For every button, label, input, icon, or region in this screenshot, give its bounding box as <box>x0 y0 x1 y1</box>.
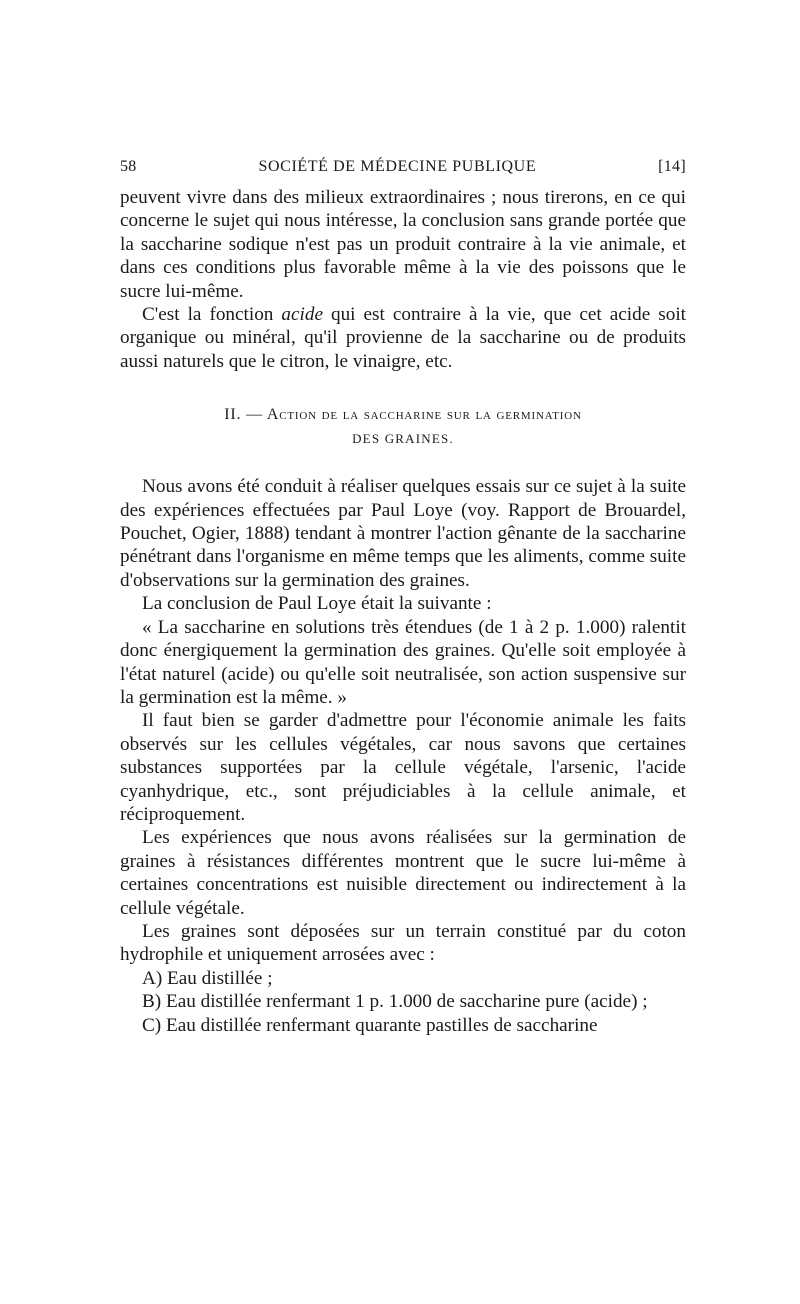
paragraph-text: C'est la fonction <box>142 304 282 326</box>
page-number: 58 <box>120 158 137 175</box>
section-heading-line: II. — Action de la saccharine sur la germination <box>224 406 582 424</box>
book-page <box>120 158 686 1037</box>
paragraph: Les expériences que nous avons réalisées sur la germination de graines à résistances différentes montrent que le sucre lui-même à certaines concentrations est nuisible directement ou indirectement à la cellule végétale. <box>120 827 686 919</box>
list-item: C) Eau distillée renfermant quarante pastilles de saccharine <box>142 1014 598 1036</box>
paragraph: La conclusion de Paul Loye était la suivante : <box>142 593 492 615</box>
running-header <box>120 158 686 186</box>
paragraph: Les graines sont déposées sur un terrain constitué par du coton hydrophile et uniquement arrosées avec : <box>120 920 686 966</box>
paragraph: Il faut bien se garder d'admettre pour l'économie animale les faits observés sur les cellules végétales, car nous savons que certaines substances supportées par la cellule végétale, l'arsenic, l'acide cyanhydrique, etc., sont préjudiciables à la cellule animale, et réciproquement. <box>120 710 686 825</box>
list-item: A) Eau distillée ; <box>142 967 273 989</box>
running-title: SOCIÉTÉ DE MÉDECINE PUBLIQUE <box>258 158 537 175</box>
paragraph: peuvent vivre dans des milieux extraordinaires ; nous tirerons, en ce qui concerne le sujet qui nous intéresse, la conclusion sans grande portée que la saccharine sodique n'est pas un produit contraire à la vie animale, et dans ces conditions plus favorable même à la vie des poissons que le sucre lui-même. <box>120 187 686 302</box>
section-heading <box>120 403 686 451</box>
paragraph-text: qui est contraire à la vie, que cet acide soit organique ou minéral, qu'il provienne de la saccharine ou de produits aussi naturels que le citron, le vinaigre, etc. <box>120 304 686 372</box>
paragraph <box>120 303 686 373</box>
quotation-paragraph: « La saccharine en solutions très étendues (de 1 à 2 p. 1.000) ralentit donc énergiquement la germination des graines. Qu'elle soit employée à l'état naturel (acide) ou qu'elle soit neutralisée, son action suspensive sur la germination est la même. » <box>120 616 686 708</box>
emphasized-word: acide <box>281 304 323 326</box>
section-heading-line: DES GRAINES. <box>352 431 454 447</box>
folio-number: [14] <box>658 158 686 175</box>
list-item: B) Eau distillée renfermant 1 p. 1.000 de saccharine pure (acide) ; <box>142 991 648 1013</box>
body-text <box>120 186 686 1037</box>
paragraph: Nous avons été conduit à réaliser quelques essais sur ce sujet à la suite des expériences effectuées par Paul Loye (voy. Rapport de Brouardel, Pouchet, Ogier, 1888) tendant à montrer l'action gênante de la saccharine pénétrant dans l'organisme en même temps que les aliments, comme suite d'observations sur la germination des graines. <box>120 476 686 591</box>
